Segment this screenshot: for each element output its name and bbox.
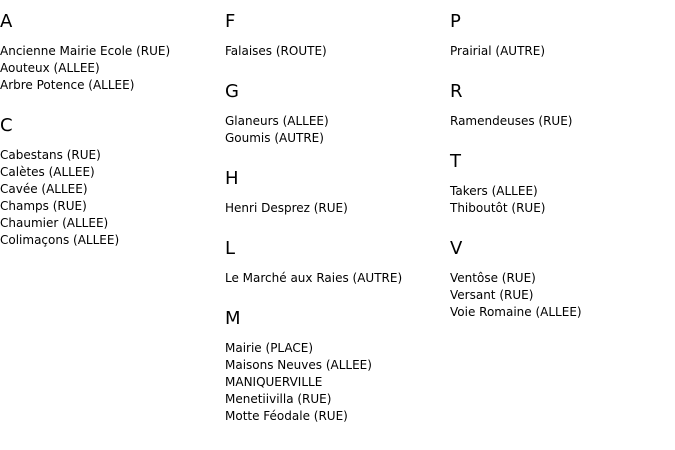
street-list-r [450, 113, 675, 130]
street-link[interactable]: Falaises (ROUTE) [225, 44, 327, 58]
letter-heading-r: R [450, 81, 463, 102]
street-list-a [0, 43, 225, 94]
street-list-t [450, 183, 675, 217]
letter-heading-t: T [450, 151, 461, 172]
street-list-item [450, 270, 675, 287]
street-link[interactable]: Cavée (ALLEE) [0, 182, 88, 196]
street-list-item [225, 374, 450, 391]
street-list-item [225, 340, 450, 357]
letter-group-r [450, 81, 675, 130]
street-link[interactable]: Chaumier (ALLEE) [0, 216, 109, 230]
street-index-column-1 [0, 0, 225, 249]
street-list-item [225, 130, 450, 147]
street-link[interactable]: Glaneurs (ALLEE) [225, 114, 329, 128]
letter-heading-h: H [225, 168, 239, 189]
street-list-v [450, 270, 675, 321]
street-list-h [225, 200, 450, 217]
letter-heading-a: A [0, 11, 13, 32]
street-list-item [450, 43, 675, 60]
street-list-item [450, 200, 675, 217]
street-link[interactable]: Goumis (AUTRE) [225, 131, 324, 145]
street-list-item [0, 147, 225, 164]
street-link[interactable]: Arbre Potence (ALLEE) [0, 78, 135, 92]
street-list-c [0, 147, 225, 249]
street-link[interactable]: MANIQUERVILLE [225, 375, 323, 389]
street-list-item [0, 198, 225, 215]
letter-heading-l: L [225, 238, 236, 259]
letter-heading-p: P [450, 11, 461, 32]
street-link[interactable]: Henri Desprez (RUE) [225, 201, 348, 215]
street-link[interactable]: Colimaçons (ALLEE) [0, 233, 120, 247]
street-list-l [225, 270, 450, 287]
street-list-item [450, 113, 675, 130]
street-link[interactable]: Cabestans (RUE) [0, 148, 101, 162]
street-index-column-2 [225, 0, 450, 425]
street-link[interactable]: Voie Romaine (ALLEE) [450, 305, 582, 319]
street-list-m [225, 340, 450, 425]
street-link[interactable]: Ventôse (RUE) [450, 271, 536, 285]
street-list-item [0, 77, 225, 94]
street-list-g [225, 113, 450, 147]
street-list-item [0, 215, 225, 232]
letter-group-v [450, 238, 675, 321]
street-link[interactable]: Ramendeuses (RUE) [450, 114, 573, 128]
street-list-item [225, 200, 450, 217]
street-link[interactable]: Takers (ALLEE) [450, 184, 538, 198]
street-list-item [225, 43, 450, 60]
street-list-item [0, 164, 225, 181]
letter-heading-g: G [225, 81, 239, 102]
street-list-item [0, 43, 225, 60]
street-list-item [0, 60, 225, 77]
street-link[interactable]: Versant (RUE) [450, 288, 534, 302]
letter-group-m [225, 308, 450, 425]
street-list-item [450, 287, 675, 304]
letter-group-c [0, 115, 225, 249]
street-list-item [225, 270, 450, 287]
letter-group-t [450, 151, 675, 217]
street-list-item [225, 408, 450, 425]
street-link[interactable]: Prairial (AUTRE) [450, 44, 546, 58]
letter-heading-m: M [225, 308, 241, 329]
letter-group-a [0, 11, 225, 94]
street-link[interactable]: Aouteux (ALLEE) [0, 61, 100, 75]
letter-group-l [225, 238, 450, 287]
street-link[interactable]: Ancienne Mairie Ecole (RUE) [0, 44, 171, 58]
street-list-f [225, 43, 450, 60]
street-list-item [0, 232, 225, 249]
street-link[interactable]: Mairie (PLACE) [225, 341, 314, 355]
street-list-item [225, 391, 450, 408]
letter-heading-v: V [450, 238, 463, 259]
street-list-item [225, 113, 450, 130]
letter-group-h [225, 168, 450, 217]
letter-group-f [225, 11, 450, 60]
street-link[interactable]: Motte Féodale (RUE) [225, 409, 348, 423]
street-list-item [225, 357, 450, 374]
street-link[interactable]: Calètes (ALLEE) [0, 165, 95, 179]
letter-group-p [450, 11, 675, 60]
street-list-item [0, 181, 225, 198]
street-list-item [450, 304, 675, 321]
street-link[interactable]: Champs (RUE) [0, 199, 87, 213]
street-index-column-3 [450, 0, 675, 321]
street-list-p [450, 43, 675, 60]
street-list-item [450, 183, 675, 200]
street-link[interactable]: Menetiivilla (RUE) [225, 392, 332, 406]
letter-group-g [225, 81, 450, 147]
street-link[interactable]: Le Marché aux Raies (AUTRE) [225, 271, 403, 285]
street-link[interactable]: Maisons Neuves (ALLEE) [225, 358, 372, 372]
letter-heading-f: F [225, 11, 236, 32]
street-link[interactable]: Thiboutôt (RUE) [450, 201, 546, 215]
letter-heading-c: C [0, 115, 13, 136]
